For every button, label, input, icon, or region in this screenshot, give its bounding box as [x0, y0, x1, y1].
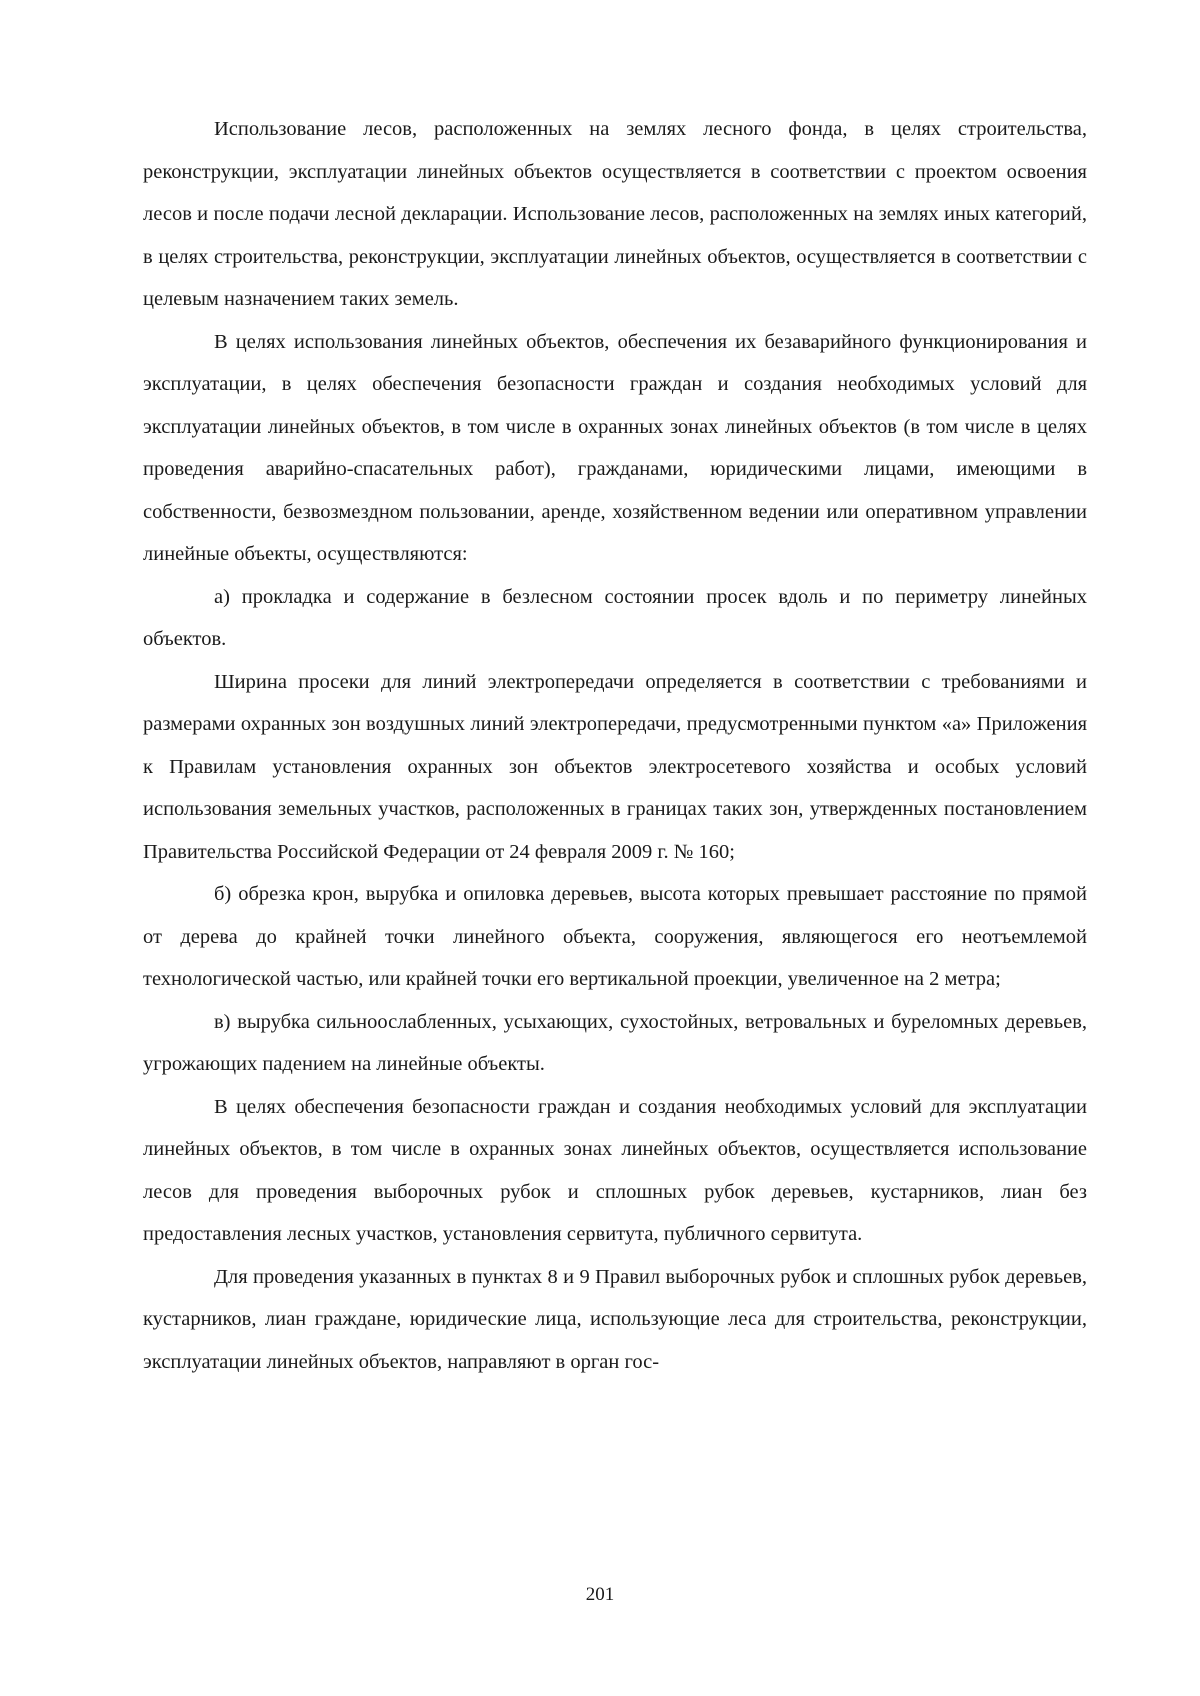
paragraph-2: В целях использования линейных объектов, обеспечения их безаварийного функционирования и эксплуатации, в целях обеспечения безопасности граждан и создания необходимых условий для эксплуатации линейных объектов, в том числе в охранных зонах линейных объектов (в том числе в целях проведения аварийно-спасательных работ), гражданами, юридическими лицами, имеющими в собственности, безвозмездном пользовании, аренде, хозяйственном ведении или оперативном управлении линейные объекты, осуществляются:	[143, 330, 1087, 565]
paragraph-4: Ширина просеки для линий электропередачи определяется в соответствии с требованиями и размерами охранных зон воздушных линий электропередачи, предусмотренными пунктом «а» Приложения к Правилам установления охранных зон объектов электросетевого хозяйства и особых условий использования земельных участков, расположенных в границах таких зон, утвержденных постановлением Правительства Российской Федерации от 24 февраля 2009 г. № 160;	[143, 670, 1087, 863]
page-number: 201	[585, 1584, 615, 1605]
paragraph-6: в) вырубка сильноослабленных, усыхающих, сухостойных, ветровальных и буреломных деревьев, угрожающих падением на линейные объекты.	[143, 1010, 1087, 1075]
paragraph-8: Для проведения указанных в пунктах 8 и 9 Правил выборочных рубок и сплошных рубок деревьев, кустарников, лиан граждане, юридические лица, использующие леса для строительства, реконструкции, эксплуатации линейных объектов, направляют в орган гос-	[143, 1265, 1087, 1373]
paragraph-7: В целях обеспечения безопасности граждан и создания необходимых условий для эксплуатации линейных объектов, в том числе в охранных зонах линейных объектов, осуществляется использование лесов для проведения выборочных рубок и сплошных рубок деревьев, кустарников, лиан без предоставления лесных участков, установления сервитута, публичного сервитута.	[143, 1095, 1087, 1245]
body-text	[143, 108, 1087, 1383]
paragraph-3: а) прокладка и содержание в безлесном состоянии просек вдоль и по периметру линейных объектов.	[143, 585, 1087, 650]
paragraph-5: б) обрезка крон, вырубка и опиловка деревьев, высота которых превышает расстояние по прямой от дерева до крайней точки линейного объекта, сооружения, являющегося его неотъемлемой технологической частью, или крайней точки его вертикальной проекции, увеличенное на 2 метра;	[143, 883, 1087, 990]
paragraph-1: Использование лесов, расположенных на землях лесного фонда, в целях строительства, реконструкции, эксплуатации линейных объектов осуществляется в соответствии с проектом освоения лесов и после подачи лесной декларации. Использование лесов, расположенных на землях иных категорий, в целях строительства, реконструкции, эксплуатации линейных объектов, осуществляется в соответствии с целевым назначением таких земель.	[143, 118, 1087, 310]
